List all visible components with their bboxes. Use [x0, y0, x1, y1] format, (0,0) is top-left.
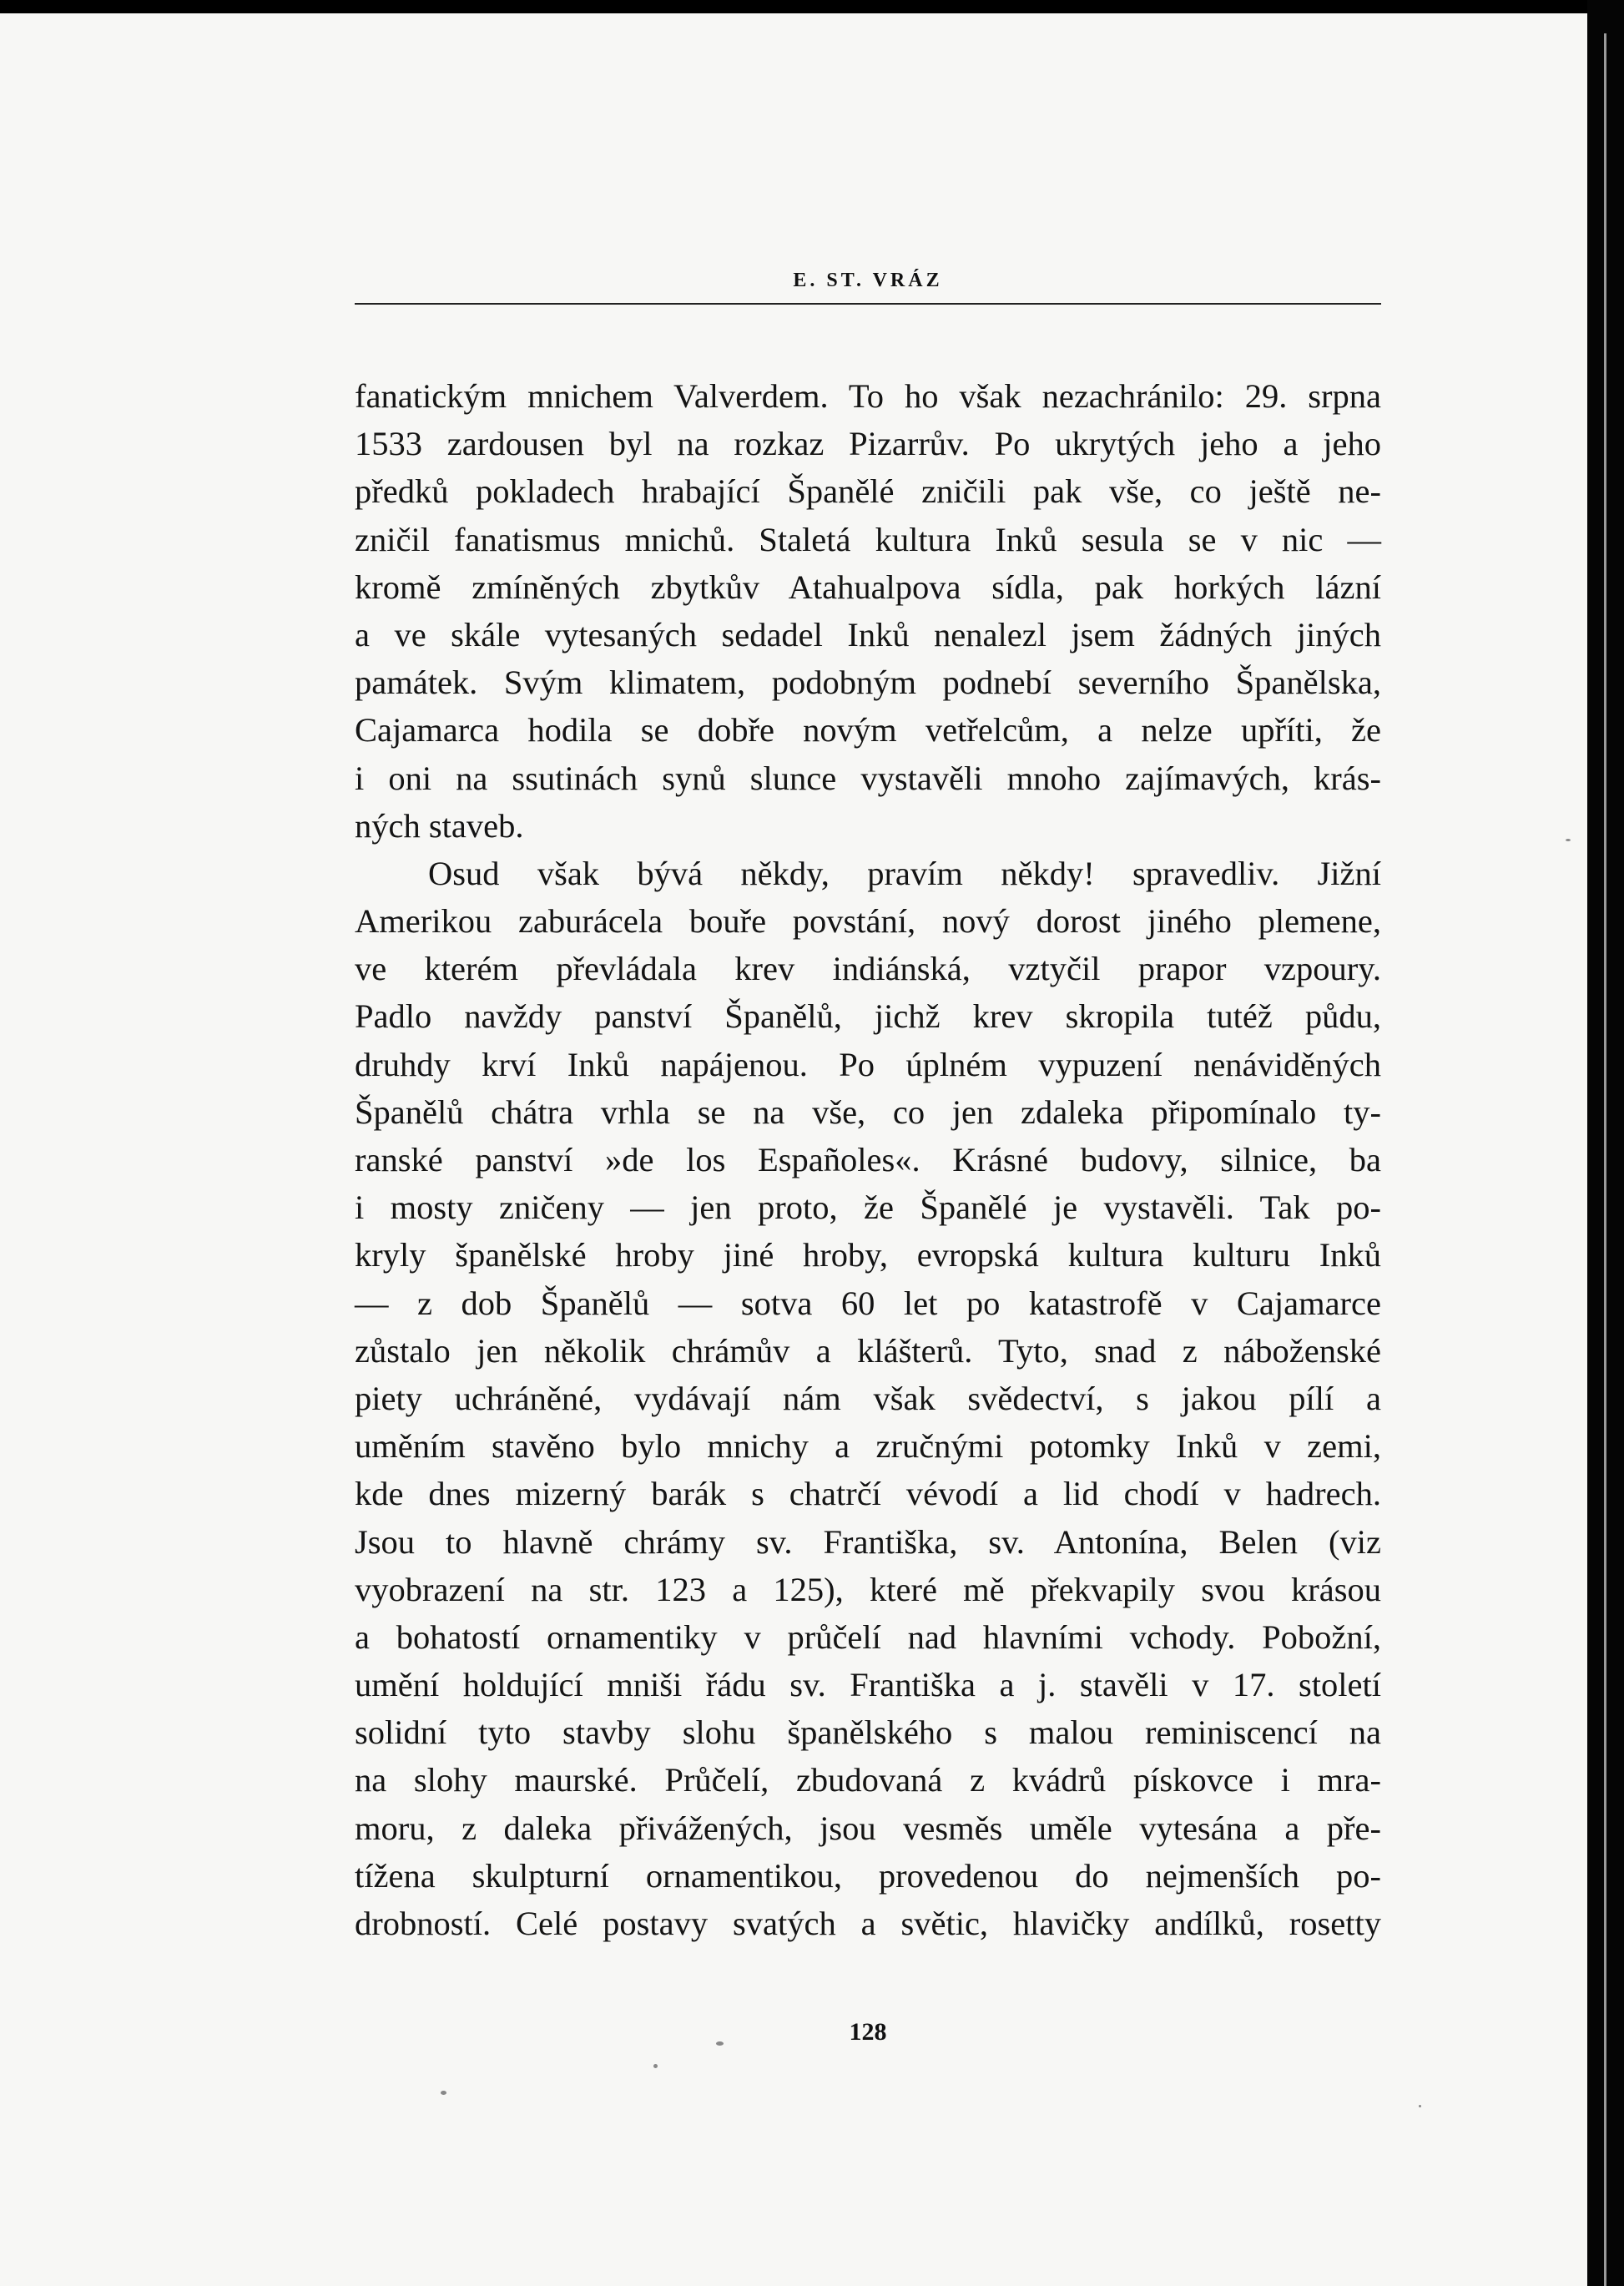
text-line: umění holdující mniši řádu sv. Františka a j. stavěli v 17. století — [355, 1666, 1381, 1704]
text-line: ných staveb. — [355, 806, 524, 845]
text-line: zůstalo jen několik chrámův a klášterů. Tyto, snad z náboženské — [355, 1331, 1381, 1370]
dust-speck — [716, 2041, 724, 2046]
dust-speck — [1419, 2105, 1421, 2107]
running-head: E. ST. VRÁZ — [793, 270, 943, 291]
text-line: uměním stavěno bylo mnichy a zručnými potomky Inků v zemi, — [355, 1427, 1381, 1466]
text-line: solidní tyto stavby slohu španělského s malou reminiscencí na — [355, 1713, 1381, 1752]
text-line: drobností. Celé postavy svatých a světic, hlavičky andílků, rosetty — [355, 1905, 1381, 1942]
text-line: zničil fanatismus mnichů. Staletá kultura Inků sesula se v nic — — [355, 520, 1381, 558]
body-text — [355, 372, 1381, 1947]
text-line: předků pokladech hrabající Španělé zničili pak vše, co ještě ne- — [355, 472, 1381, 511]
dust-speck — [441, 2091, 446, 2095]
text-line: kryly španělské hroby jiné hroby, evropská kultura kulturu Inků — [355, 1236, 1381, 1274]
text-line: 1533 zardousen byl na rozkaz Pizarrův. Po ukrytých jeho a jeho — [355, 425, 1381, 463]
text-line: ve kterém převládala krev indiánská, vztyčil prapor vzpoury. — [355, 950, 1381, 988]
text-line: — z dob Španělů — sotva 60 let po katastrofě v Cajamarce — [355, 1284, 1381, 1322]
text-line: vyobrazení na str. 123 a 125), které mě překvapily svou krásou — [355, 1570, 1381, 1608]
text-line: i oni na ssutinách synů slunce vystavěli mnoho zajímavých, krás- — [355, 759, 1381, 797]
text-line: tížena skulpturní ornamentikou, provedenou do nejmenších po- — [355, 1856, 1381, 1895]
text-line: Padlo navždy panství Španělů, jichž krev skropila tutéž půdu, — [355, 997, 1381, 1036]
text-line: a bohatostí ornamentiky v průčelí nad hlavními vchody. Pobožní, — [355, 1617, 1381, 1656]
text-line: Jsou to hlavně chrámy sv. Františka, sv. Antonína, Belen (viz — [355, 1522, 1381, 1561]
text-line: Osud však bývá někdy, pravím někdy! spravedliv. Jižní — [428, 854, 1381, 892]
header-rule — [355, 303, 1381, 305]
scan-edge-line — [1604, 33, 1606, 2286]
text-line: kromě zmíněných zbytkův Atahualpova sídla, pak horkých lázní — [355, 568, 1381, 606]
text-line: ranské panství »de los Españoles«. Krásné budovy, silnice, ba — [355, 1141, 1381, 1178]
dust-speck — [653, 2064, 658, 2068]
text-line: na slohy maurské. Průčelí, zbudovaná z kvádrů pískovce i mra- — [355, 1761, 1381, 1799]
text-line: kde dnes mizerný barák s chatrčí vévodí a lid chodí v hadrech. — [355, 1475, 1381, 1513]
text-line: moru, z daleka přivážených, jsou vesměs uměle vytesána a pře- — [355, 1809, 1381, 1847]
text-line: Španělů chátra vrhla se na vše, co jen zdaleka připomínalo ty- — [355, 1093, 1381, 1131]
text-line: fanatickým mnichem Valverdem. To ho však nezachránilo: 29. srpna — [355, 377, 1381, 415]
text-line: piety uchráněné, vydávají nám však svědectví, s jakou pílí a — [355, 1379, 1381, 1417]
text-line: Cajamarca hodila se dobře novým vetřelcům, a nelze upříti, že — [355, 711, 1381, 749]
dust-speck — [1566, 839, 1571, 841]
text-line: i mosty zničeny — jen proto, že Španělé je vystavěli. Tak po- — [355, 1188, 1381, 1227]
text-line: Amerikou zaburácela bouře povstání, nový dorost jiného plemene, — [355, 902, 1381, 941]
page-number: 128 — [849, 2018, 887, 2046]
text-line: památek. Svým klimatem, podobným podnebí severního Španělska, — [355, 664, 1381, 702]
text-line: a ve skále vytesaných sedadel Inků nenalezl jsem žádných jiných — [355, 615, 1381, 654]
text-line: druhdy krví Inků napájenou. Po úplném vypuzení nenáviděných — [355, 1045, 1381, 1083]
